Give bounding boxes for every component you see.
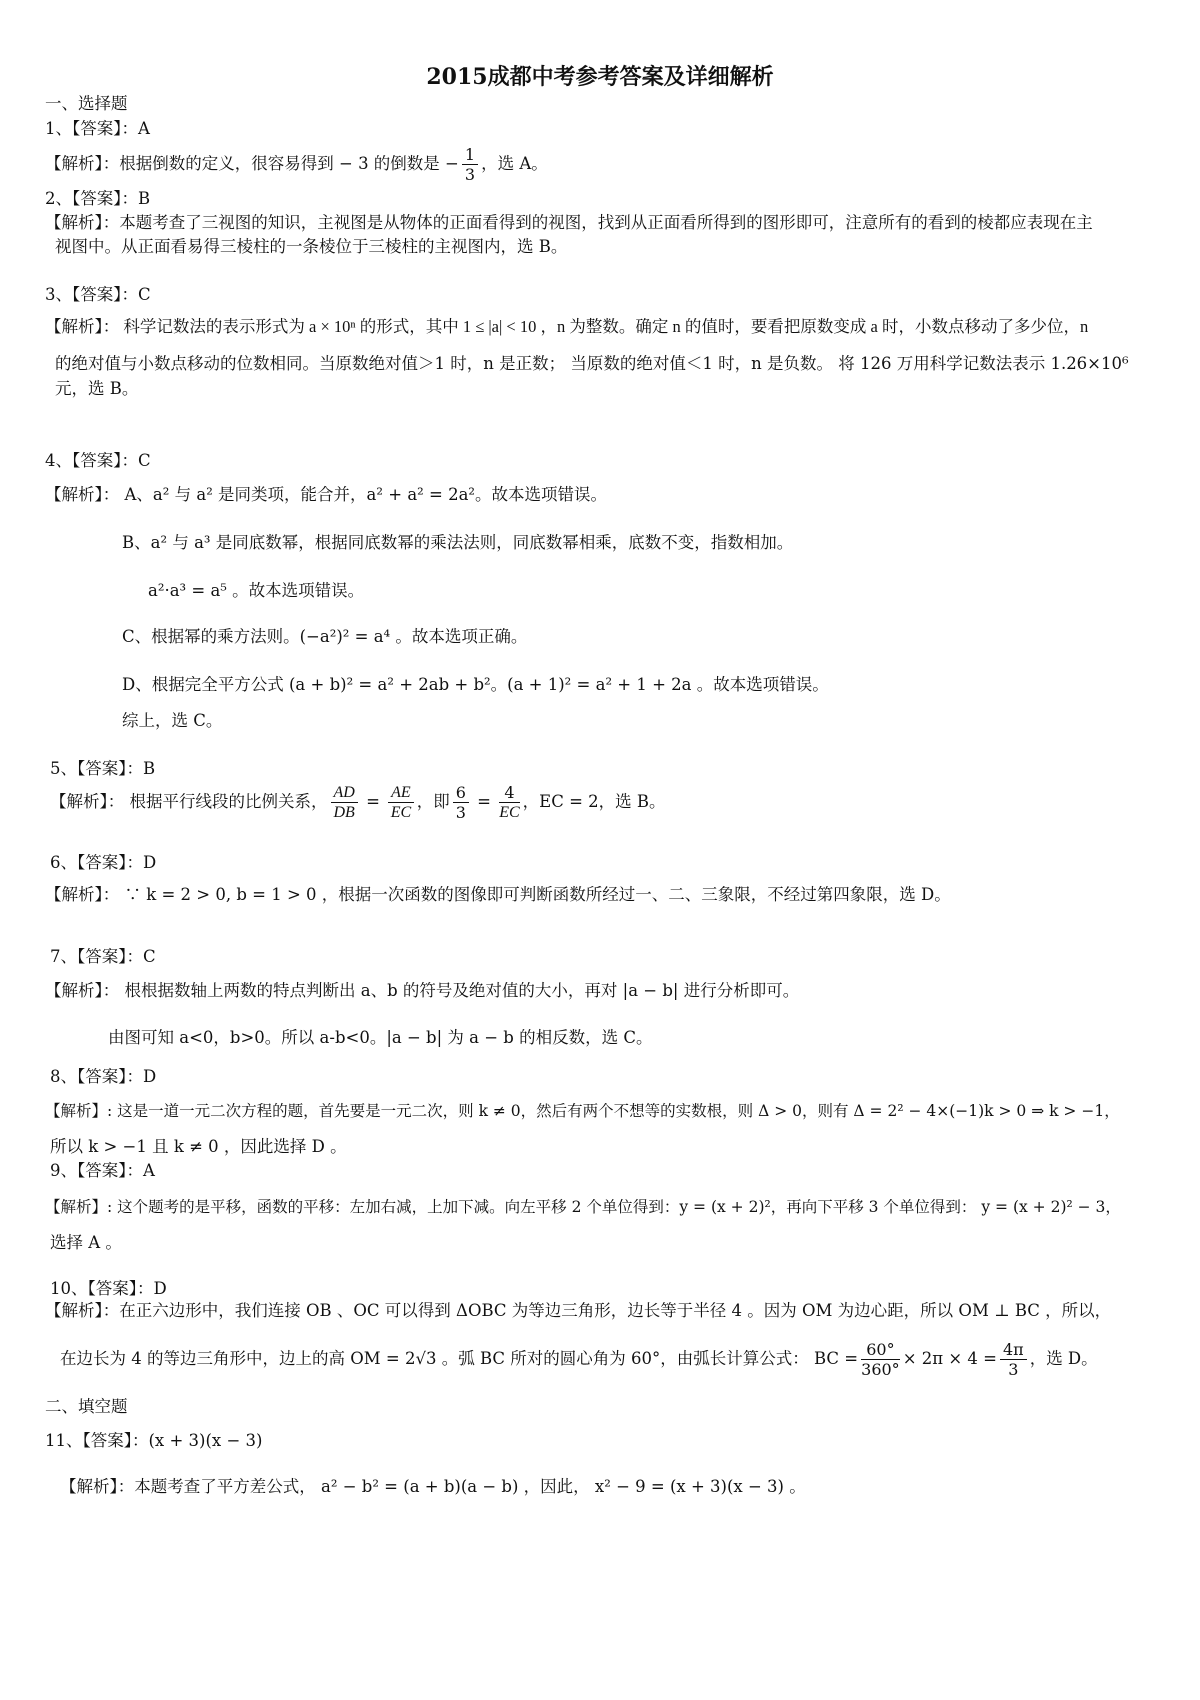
q10-explanation-2	[60, 1336, 1098, 1384]
q10-fraction-2: $\frac{4\pi}{3}$	[1000, 1340, 1027, 1379]
q10-explanation-1: 【解析】：在正六边形中，我们连接 OB 、OC 可以得到 ΔOBC 为等边三角形，边长等于半径 4 。因为 OM 为边心距，所以 OM ⊥ BC ，所以，	[45, 1301, 1112, 1320]
q6-explanation: 【解析】： ∵ k = 2 > 0, b = 1 > 0 ，根据一次函数的图像即可判断函数所经过一、二、三象限，不经过第四象限，选 D。	[45, 885, 951, 904]
section-heading-fill: 二、填空题	[45, 1397, 128, 1416]
q4-explanation-4: C、根据幂的乘方法则。(−a²)² = a⁴ 。故本选项正确。	[122, 627, 528, 646]
q8-answer: 8、【答案】：D	[50, 1067, 157, 1086]
q5-explanation: 【解析】： 根据平行线段的比例关系， $\frac{AD}{DB}$ = $\frac{AE}{EC}$ ，即 $\frac{6}{3}$ = $\frac{4}{EC}$ ，EC = 2，选 B。	[50, 783, 666, 822]
q5-tail: ，EC = 2，选 B。	[522, 792, 666, 811]
q9-answer: 9、【答案】：A	[50, 1161, 155, 1180]
q10-mid: × 2π × 4 =	[902, 1349, 997, 1368]
q5-fraction-4: $\frac{4}{EC}$	[499, 783, 520, 821]
q4-answer: 4、【答案】：C	[45, 451, 151, 470]
q5-fraction-1: $\frac{AD}{DB}$	[331, 783, 358, 822]
q1-tail: ，选 A。	[481, 154, 548, 173]
q1-answer: 1、【答案】：A	[45, 119, 150, 138]
q11-explanation: 【解析】：本题考查了平方差公式， a² − b² = (a + b)(a − b) ，因此， x² − 9 = (x + 3)(x − 3) 。	[60, 1477, 806, 1496]
section-heading-choice: 一、选择题	[45, 94, 128, 113]
q4-explanation-5: D、根据完全平方公式 (a + b)² = a² + 2ab + b²。(a + 1)² = a² + 1 + 2a 。故本选项错误。	[122, 675, 829, 694]
q4-explanation-3: a²·a³ = a⁵ 。故本选项错误。	[148, 581, 365, 600]
q1-explanation	[45, 144, 548, 188]
q9-explanation-2: 选择 A 。	[50, 1233, 122, 1252]
q2-explanation-1: 【解析】：本题考查了三视图的知识，主视图是从物体的正面看得到的视图，找到从正面看所得到的图形即可，注意所有的看到的棱都应表现在主	[45, 213, 1093, 232]
page-title: 2015成都中考参考答案及详细解析	[426, 64, 774, 90]
q5-mid: ，即	[416, 792, 450, 811]
q10-text: 在边长为 4 的等边三角形中，边上的高 OM = 2√3 。弧 BC 所对的圆心角为 60°，由弧长计算公式： BC =	[60, 1349, 859, 1368]
q3-explanation-3: 元，选 B。	[55, 379, 139, 398]
q1-text: 【解析】：根据倒数的定义，很容易得到 − 3 的倒数是 −	[45, 154, 459, 173]
q4-explanation-6: 综上，选 C。	[122, 711, 223, 730]
q10-answer: 10、【答案】：D	[50, 1279, 167, 1298]
q10-tail: ，选 D。	[1029, 1349, 1098, 1368]
q3-answer: 3、【答案】：C	[45, 285, 151, 304]
q5-answer: 5、【答案】：B	[50, 759, 156, 778]
q3-explanation-1: 【解析】： 科学记数法的表示形式为 a × 10ⁿ 的形式，其中 1 ≤ |a| < 10 ，n 为整数。确定 n 的值时，要看把原数变成 a 时，小数点移动了多少位，n	[45, 317, 1089, 336]
q7-explanation-1: 【解析】： 根根据数轴上两数的特点判断出 a、b 的符号及绝对值的大小，再对 |a − b| 进行分析即可。	[45, 981, 800, 1000]
q8-explanation-1: 【解析】: 这是一道一元二次方程的题，首先要是一元二次，则 k ≠ 0，然后有两个不想等的实数根，则 Δ > 0，则有 Δ = 2² − 4×(−1)k > 0 ⇒ k > −1，	[45, 1102, 1120, 1120]
q4-explanation-1: 【解析】： A、a² 与 a² 是同类项，能合并，a² + a² = 2a²。故本选项错误。	[45, 485, 608, 504]
q2-explanation-2: 视图中。从正面看易得三棱柱的一条棱位于三棱柱的主视图内，选 B。	[55, 237, 568, 256]
q7-explanation-2: 由图可知 a<0，b>0。所以 a-b<0。|a − b| 为 a − b 的相反数，选 C。	[108, 1028, 653, 1047]
q6-answer: 6、【答案】：D	[50, 853, 157, 872]
q1-fraction: $\frac{1}{3}$	[462, 145, 478, 184]
q3-explanation-2: 的绝对值与小数点移动的位数相同。当原数绝对值＞1 时，n 是正数； 当原数的绝对值＜1 时，n 是负数。 将 126 万用科学记数法表示 1.26×10⁶	[55, 354, 1129, 373]
q5-fraction-2: $\frac{AE}{EC}$	[388, 783, 414, 822]
q4-explanation-2: B、a² 与 a³ 是同底数幂，根据同底数幂的乘法法则，同底数幂相乘，底数不变，指数相加。	[122, 533, 794, 552]
q10-fraction-1: $\frac{60^\circ}{360^\circ}$	[861, 1340, 900, 1379]
q7-answer: 7、【答案】：C	[50, 947, 156, 966]
q11-answer: 11、【答案】：(x + 3)(x − 3)	[45, 1431, 263, 1450]
q5-fraction-3: $\frac{6}{3}$	[453, 783, 469, 822]
q8-explanation-2: 所以 k > −1 且 k ≠ 0 ，因此选择 D 。	[50, 1137, 347, 1156]
q5-text: 【解析】： 根据平行线段的比例关系，	[50, 792, 328, 811]
q2-answer: 2、【答案】：B	[45, 189, 151, 208]
q9-explanation-1: 【解析】: 这个题考的是平移，函数的平移：左加右减，上加下减。向左平移 2 个单位得到：y = (x + 2)²，再向下平移 3 个单位得到： y = (x + 2)² − 3，	[45, 1198, 1121, 1216]
